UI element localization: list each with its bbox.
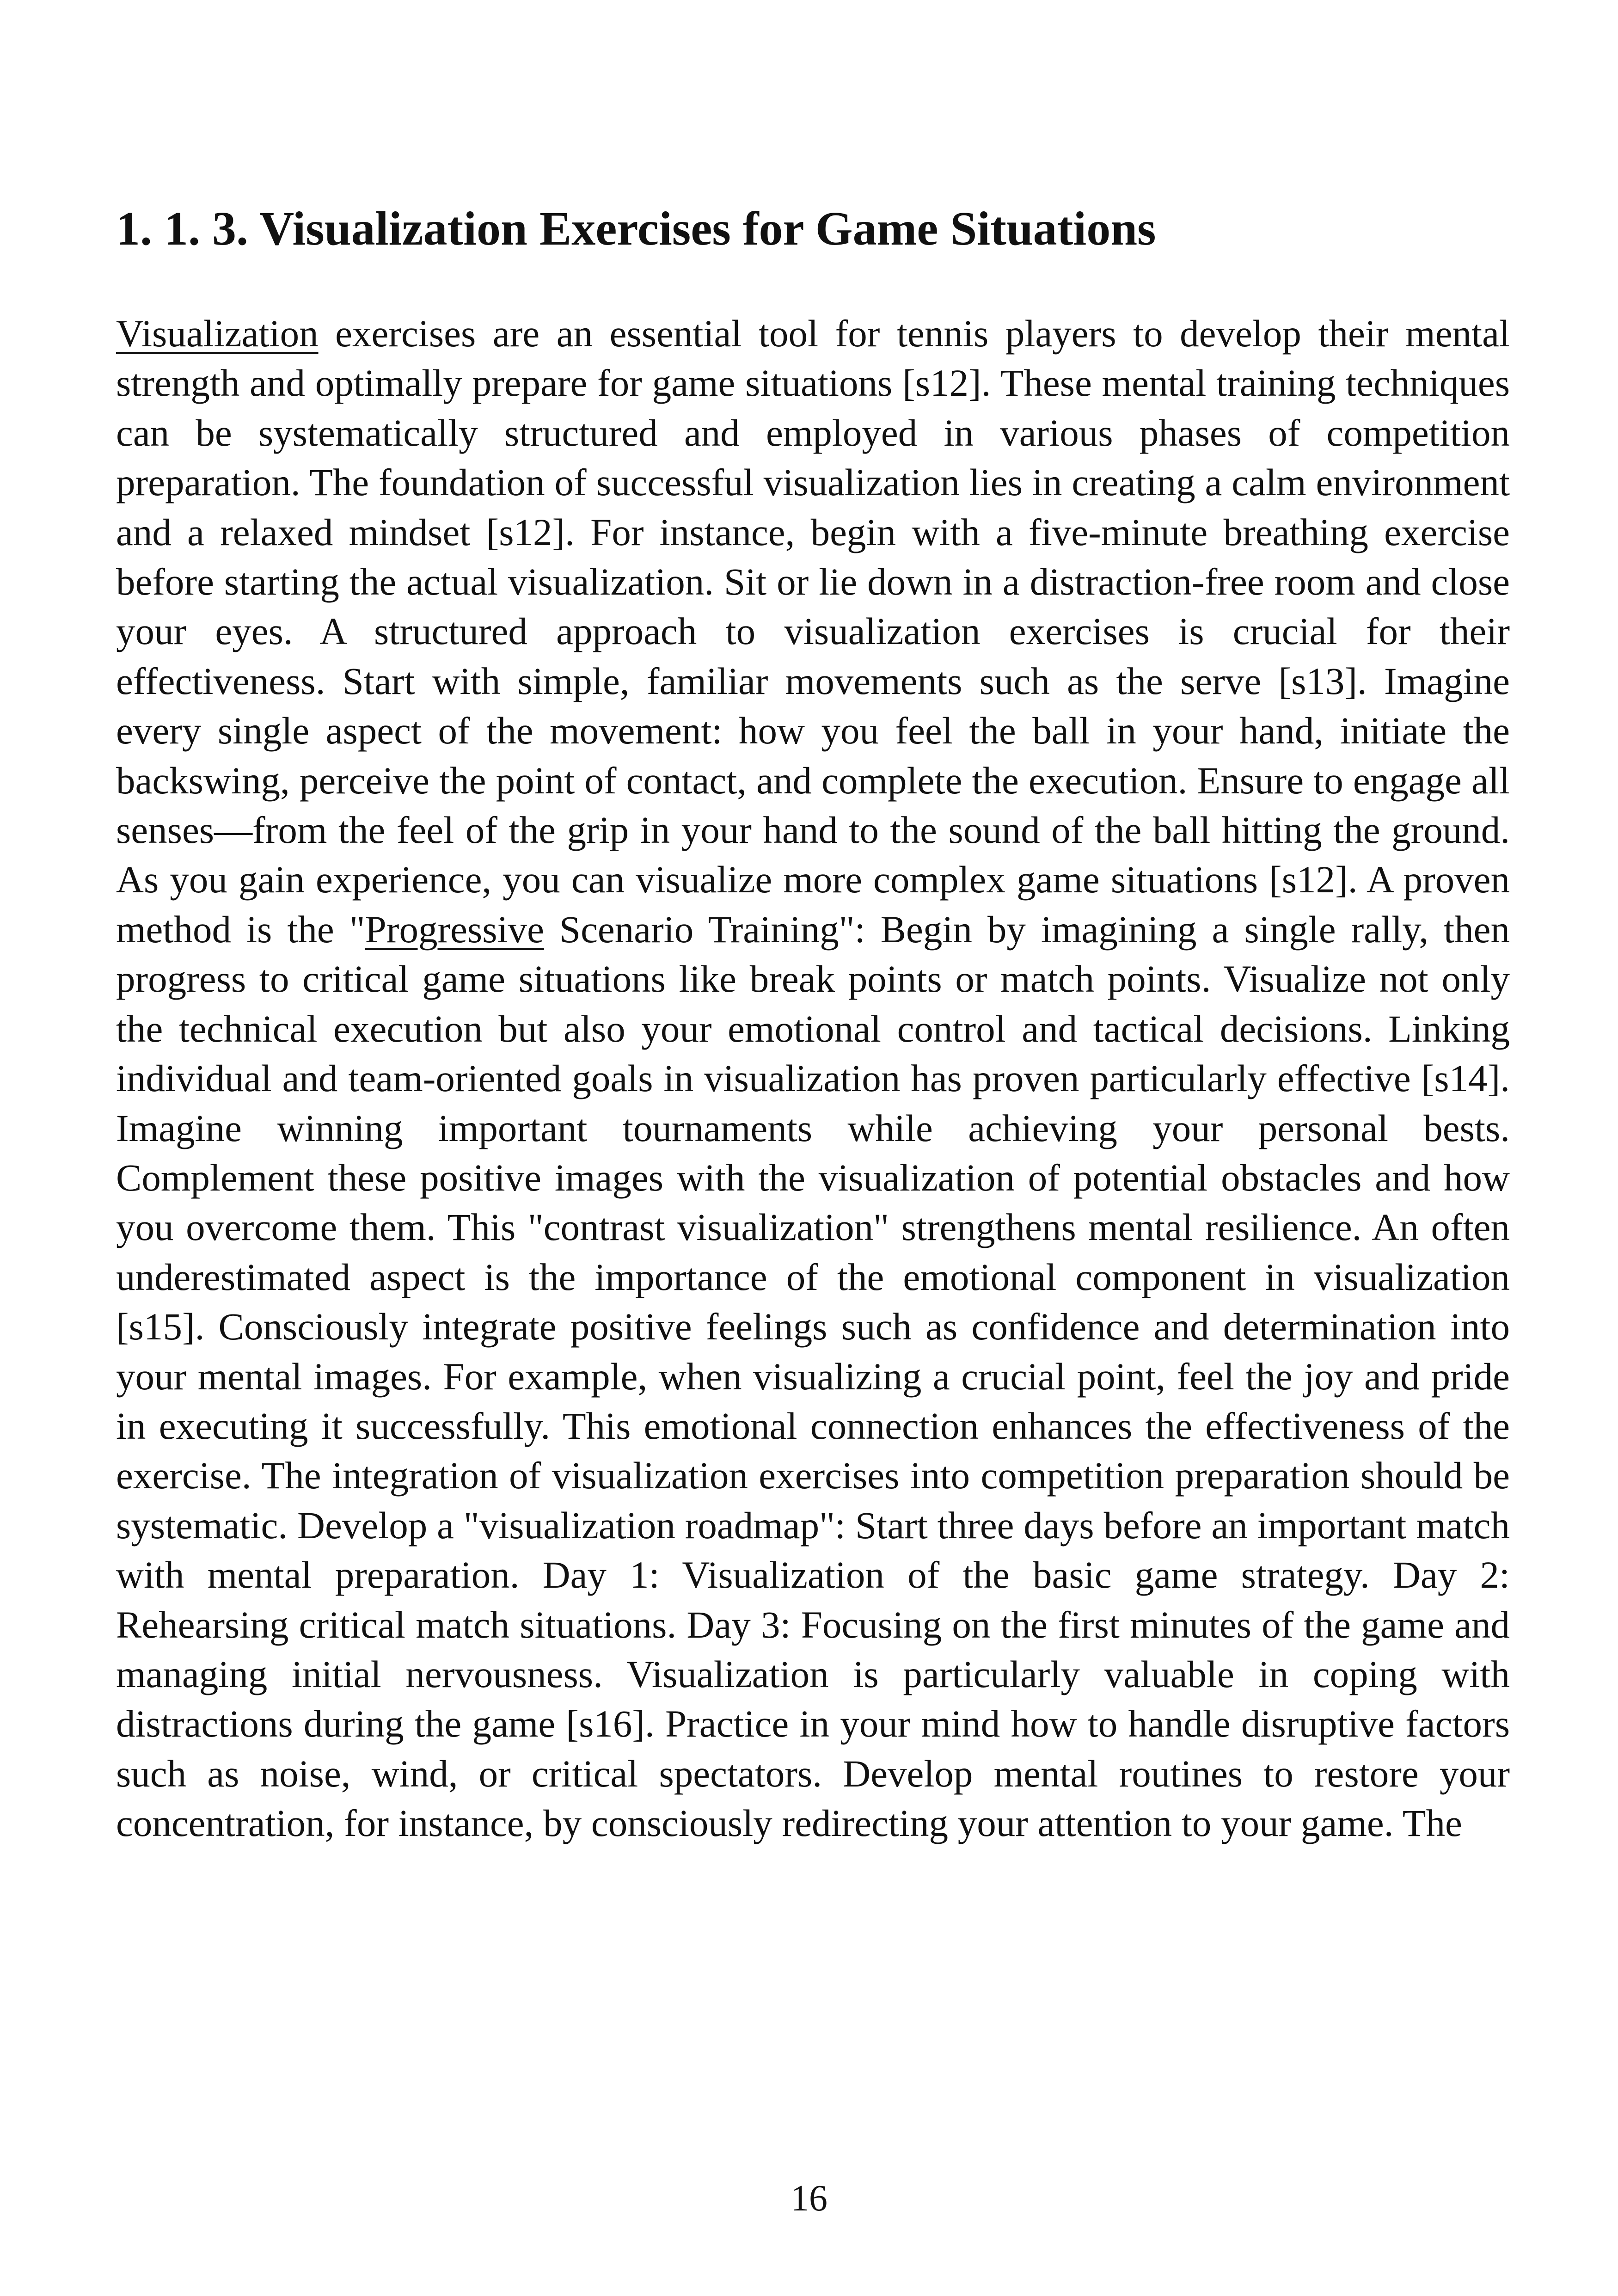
paragraph-text-part-1: exercises are an essential tool for tennis players to develop their mental strength and optimally prepare for game situations [s12]. These mental training techniques can be systematically structured and employed in various phases of competition preparation. The foundation of successful visualization lies in creating a calm environment and a relaxed mindset [s12]. For instance, begin with a five-minute breathing exercise before starting the actual visualization. Sit or lie down in a distraction-free room and close your eyes. A structured approach to visualization exercises is crucial for their effectiveness. Start with simple, familiar movements such as the serve [s13]. Imagine every single aspect of the movement: how you feel the ball in your hand, initiate the backswing, perceive the point of contact, and complete the execution. Ensure to engage all senses—from the feel of the grip in your hand to the sound of the ball hitting the ground. As you gain experience, you can visualize more complex game situations [s12]. A proven method is the " <box>116 312 1510 951</box>
page-number: 16 <box>791 2178 827 2219</box>
section-heading: 1. 1. 3. Visualization Exercises for Game Situations <box>116 202 1156 255</box>
link-progressive[interactable]: Progressive <box>365 908 544 951</box>
paragraph-text-part-2: Scenario Training": Begin by imagining a single rally, then progress to critical game situations like break points or match points. Visualize not only the technical execution but also your emotional control and tactical decisions. Linking individual and team-oriented goals in visualization has proven particularly effective [s14]. Imagine winning important tournaments while achieving your personal bests. Complement these positive images with the visualization of potential obstacles and how you overcome them. This "contrast visualization" strengthens mental resilience. An often underestimated aspect is the importance of the emotional component in visualization [s15]. Consciously integrate positive feelings such as confidence and determination into your mental images. For example, when visualizing a crucial point, feel the joy and pride in executing it successfully. This emotional connection enhances the effectiveness of the exercise. The integration of visualization exercises into competition preparation should be systematic. Develop a "visualization roadmap": Start three days before an important match with mental preparation. Day 1: Visualization of the basic game strategy. Day 2: Rehearsing critical match situations. Day 3: Focusing on the first minutes of the game and managing initial nervousness. Visualization is particularly valuable in coping with distractions during the game [s16]. Practice in your mind how to handle disruptive factors such as noise, wind, or critical spectators. Develop mental routines to restore your concentration, for instance, by consciously redirecting your attention to your game. The <box>116 908 1510 1845</box>
link-visualization[interactable]: Visualization <box>116 312 319 355</box>
body-paragraph <box>116 309 1510 1848</box>
